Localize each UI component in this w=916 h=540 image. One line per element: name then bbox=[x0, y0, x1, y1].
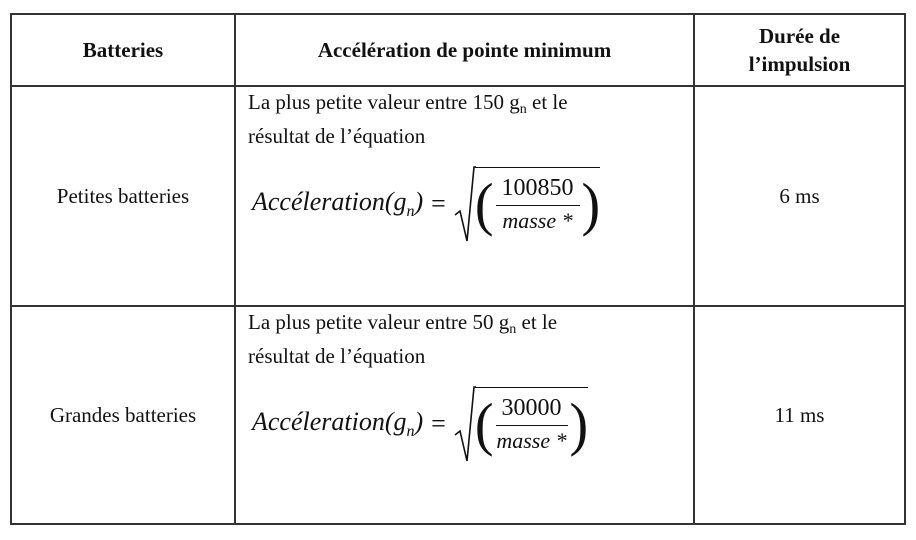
row-label-large bbox=[12, 307, 234, 523]
row-label-small-text: Petites batteries bbox=[56, 183, 190, 208]
header-batteries-text: Batteries bbox=[82, 38, 164, 62]
left-paren: ( bbox=[474, 391, 494, 458]
desc-line2: résultat de l’équation bbox=[248, 344, 426, 368]
header-duration bbox=[695, 15, 904, 85]
header-batteries bbox=[12, 15, 234, 85]
fraction-numerator: 100850 bbox=[496, 175, 580, 206]
acceleration-equation bbox=[252, 385, 588, 463]
header-acceleration-text: Accélération de pointe minimum bbox=[317, 38, 612, 62]
desc-text-end: et le bbox=[516, 310, 558, 334]
fraction-numerator: 30000 bbox=[496, 395, 568, 426]
acceleration-cell-small bbox=[236, 87, 693, 305]
radicand-body bbox=[475, 387, 588, 462]
header-duration-line2: l’impulsion bbox=[748, 52, 851, 76]
duration-cell-small bbox=[695, 87, 904, 305]
duration-large-text: 11 ms bbox=[774, 402, 825, 427]
header-duration-line1: Durée de bbox=[758, 24, 841, 48]
radical-sign-icon bbox=[454, 165, 476, 243]
right-paren: ) bbox=[581, 171, 601, 238]
desc-text-end: et le bbox=[526, 90, 568, 114]
radical-sign-icon bbox=[454, 385, 476, 463]
desc-text: La plus petite valeur entre 150 g bbox=[248, 90, 520, 114]
fraction bbox=[496, 175, 580, 234]
equation-subscript: n bbox=[406, 203, 415, 221]
equation-lhs bbox=[252, 187, 423, 221]
fraction-denominator: masse * bbox=[496, 428, 567, 453]
equation-lhs-text: Accéleration(g bbox=[252, 406, 407, 436]
equation-subscript: n bbox=[406, 423, 415, 441]
acceleration-description bbox=[248, 89, 568, 150]
equation-lhs-close: ) bbox=[414, 186, 424, 216]
duration-small-text: 6 ms bbox=[779, 183, 820, 208]
square-root bbox=[454, 385, 588, 463]
row-label-large-text: Grandes batteries bbox=[49, 402, 197, 427]
equation-lhs-text: Accéleration(g bbox=[252, 186, 407, 216]
desc-line2: résultat de l’équation bbox=[248, 124, 426, 148]
acceleration-equation bbox=[252, 165, 600, 243]
desc-text: La plus petite valeur entre 50 g bbox=[248, 310, 510, 334]
header-acceleration bbox=[236, 15, 693, 85]
acceleration-description bbox=[248, 309, 557, 370]
duration-cell-large bbox=[695, 307, 904, 523]
square-root bbox=[454, 165, 600, 243]
left-paren: ( bbox=[474, 171, 494, 238]
desc-subscript: n bbox=[509, 322, 517, 337]
equals-sign: = bbox=[431, 189, 446, 218]
battery-test-table bbox=[10, 13, 906, 525]
row-label-small bbox=[12, 87, 234, 305]
acceleration-cell-large bbox=[236, 307, 693, 523]
fraction-denominator: masse * bbox=[502, 208, 573, 233]
desc-subscript: n bbox=[519, 102, 527, 117]
radicand-body bbox=[475, 167, 600, 242]
right-paren: ) bbox=[569, 391, 589, 458]
equation-lhs-close: ) bbox=[414, 406, 424, 436]
equals-sign: = bbox=[431, 409, 446, 438]
fraction bbox=[496, 395, 568, 454]
equation-lhs bbox=[252, 407, 423, 441]
